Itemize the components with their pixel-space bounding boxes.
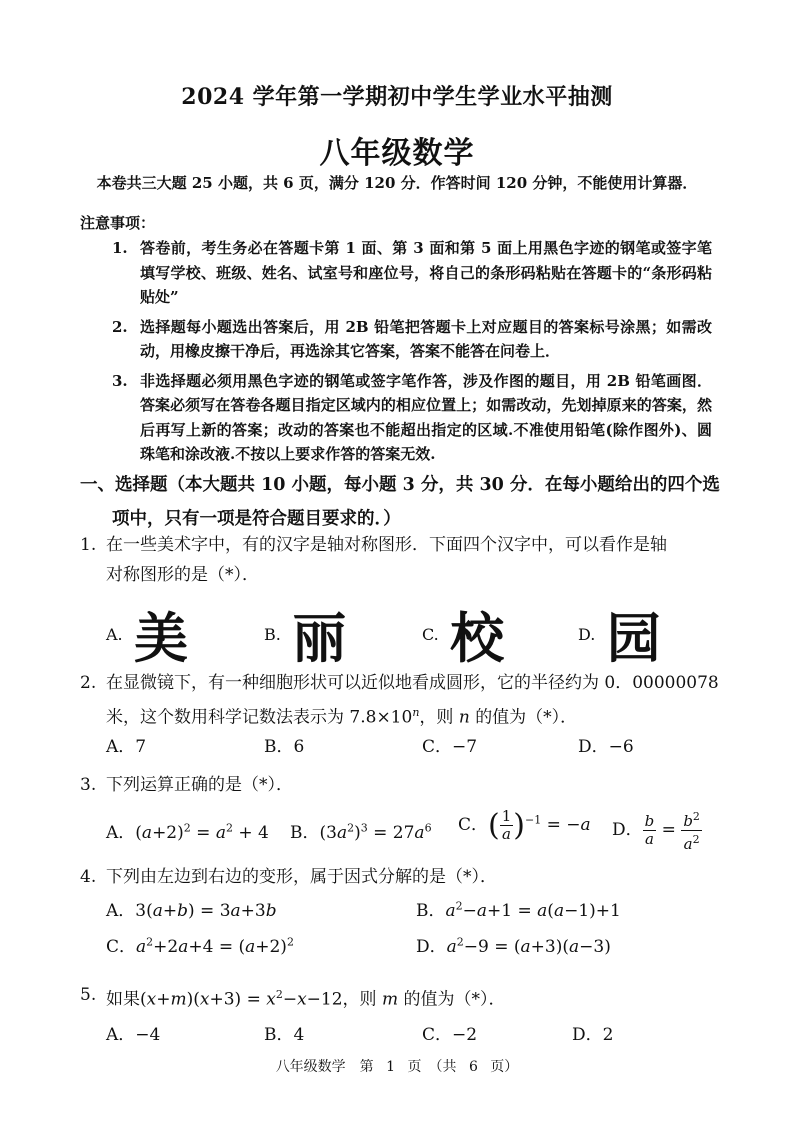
option-a: A．$(a+2)^2 = a^2 + 4$ (106, 821, 269, 843)
option-d: D． $\frac{b}{a}$ = $\frac{b^2}{a^2}$ (612, 810, 700, 853)
option-b: B．$(3a^2)^3 = 27a^6$ (290, 821, 432, 843)
notice-list (112, 236, 712, 472)
option-character: 美 (134, 607, 189, 670)
question-number: 5. (80, 985, 97, 1005)
subject-title: 八年级数学 (319, 136, 475, 171)
notice-item-number: 2. (112, 317, 128, 336)
stem-text: 的值为（*）． (475, 707, 578, 728)
question-number: 1. (80, 535, 97, 555)
page-footer: 八年级数学 第 1 页 （共 6 页） (275, 1059, 519, 1075)
option-label: B． (290, 823, 320, 843)
option-character: 校 (450, 607, 505, 670)
notice-item-text: 非选择题必须用黑色字迹的钢笔或签字笔作答，涉及作图的题目，用 2B 铅笔画图．答案必须写在答卷各题目指定区域内的相应位置上；如需改动，先划掉原来的答案，然后再写上新的答案；改动的答案也不能超出指定的区域.不准使用铅笔(除作图外)、圆珠笔和涂改液.不按以上要求作答的答案无效. (140, 371, 712, 463)
option-c: C．( $\frac{1}{a}$ )$^{-1}$ = −a (458, 807, 591, 843)
stem-text: 如果 (106, 989, 140, 1010)
option-d: D．2 (572, 1025, 614, 1045)
option-character: 丽 (292, 607, 347, 670)
option-label: A． (106, 823, 136, 843)
question-2-options (106, 732, 726, 756)
option-b: B．4 (264, 1025, 305, 1045)
notice-item (112, 315, 712, 364)
question-5 (80, 980, 720, 1015)
option-label: C． (458, 815, 489, 835)
exam-info: 本卷共三大题 25 小题，共 6 页，满分 120 分．作答时间 120 分钟，不能使用计算器． (96, 174, 698, 192)
section-heading (80, 468, 720, 536)
option-d (578, 596, 661, 673)
option-character: 园 (606, 607, 661, 670)
question-1-options (106, 596, 726, 670)
stem-text: 米，这个数用科学记数法表示为 7.8×10 (106, 707, 413, 728)
question-4 (80, 862, 720, 892)
variable: n (458, 707, 470, 728)
exponent-variable: n (412, 706, 420, 719)
question-stem: 如果$(x+m)(x+3) = x^2-x-12$，则 m 的值为（*）． (106, 988, 506, 1010)
question-number: 4. (80, 867, 97, 887)
exam-title: 2024 学年第一学期初中学生学业水平抽测 (181, 84, 613, 110)
question-stem: 下列运算正确的是（*）． (106, 775, 293, 795)
option-a: A．3(a+b) = 3a+3b (106, 901, 277, 921)
option-label: B． (416, 901, 446, 921)
question-3-options (106, 808, 726, 852)
stem-text: ，则 (342, 989, 377, 1010)
question-stem-line2 (80, 698, 720, 733)
option-label: A. (106, 625, 123, 644)
question-stem: 下列由左边到右边的变形，属于因式分解的是（*）． (106, 867, 497, 887)
variable: m (381, 989, 399, 1010)
question-3 (80, 770, 720, 800)
question-2 (80, 668, 720, 733)
option-c (422, 596, 504, 673)
notice-heading: 注意事项： (80, 214, 156, 232)
section-heading-line2: 项中，只有一项是符合题目要求的．） (112, 509, 401, 529)
option-label: C. (422, 625, 439, 644)
notice-item-text: 选择题每小题选出答案后，用 2B 铅笔把答题卡上对应题目的答案标号涂黑；如需改动，用橡皮擦干净后，再选涂其它答案，答案不能答在问卷上． (140, 317, 712, 360)
notice-item-number: 1. (112, 239, 128, 257)
option-b: B．$a^2-a+1 = a(a-1)+1$ (416, 899, 621, 921)
notice-item-text: 答卷前，考生务必在答题卡第 1 面、第 3 面和第 5 面上用黑色字迹的钢笔或签字笔填写学校、班级、姓名、试室号和座位号，将自己的条形码粘贴在答题卡的“条形码粘贴处” (140, 239, 712, 306)
option-b (264, 596, 346, 673)
stem-text: 的值为（*）． (403, 989, 506, 1010)
option-label: D． (612, 820, 643, 840)
option-a: A．−4 (106, 1025, 161, 1045)
notice-item (112, 369, 712, 467)
option-c: C．−7 (422, 737, 478, 757)
question-number: 2. (80, 673, 97, 693)
option-label: D． (416, 937, 447, 957)
question-stem-line2: 对称图形的是（*）． (106, 565, 259, 585)
question-stem-line1: 在显微镜下，有一种细胞形状可以近似地看成圆形，它的半径约为 0．00000078 (106, 673, 719, 693)
option-d: D．−6 (578, 737, 634, 757)
question-5-options (106, 1020, 726, 1044)
notice-item (112, 236, 712, 310)
option-c: C．$a^2+2a+4 = (a+2)^2$ (106, 935, 294, 957)
section-heading-line1: 一、选择题（本大题共 10 小题，每小题 3 分，共 30 分．在每小题给出的四个选 (80, 475, 720, 495)
option-d: D．$a^2-9 = (a+3)(a-3)$ (416, 935, 611, 957)
option-c: C．−2 (422, 1025, 478, 1045)
option-a (106, 596, 188, 673)
option-b: B．6 (264, 737, 305, 757)
question-4-options (106, 896, 726, 966)
question-number: 3. (80, 775, 97, 795)
question-1 (80, 530, 720, 590)
option-label: C． (106, 937, 137, 957)
option-a: A．7 (106, 737, 147, 757)
option-label: D. (578, 625, 596, 644)
notice-item-number: 3. (112, 371, 128, 390)
question-stem-line1: 在一些美术字中，有的汉字是轴对称图形．下面四个汉字中，可以看作是轴 (106, 535, 667, 555)
stem-text: ，则 (419, 707, 454, 728)
option-label: A． (106, 901, 136, 921)
option-label: B. (264, 625, 281, 644)
